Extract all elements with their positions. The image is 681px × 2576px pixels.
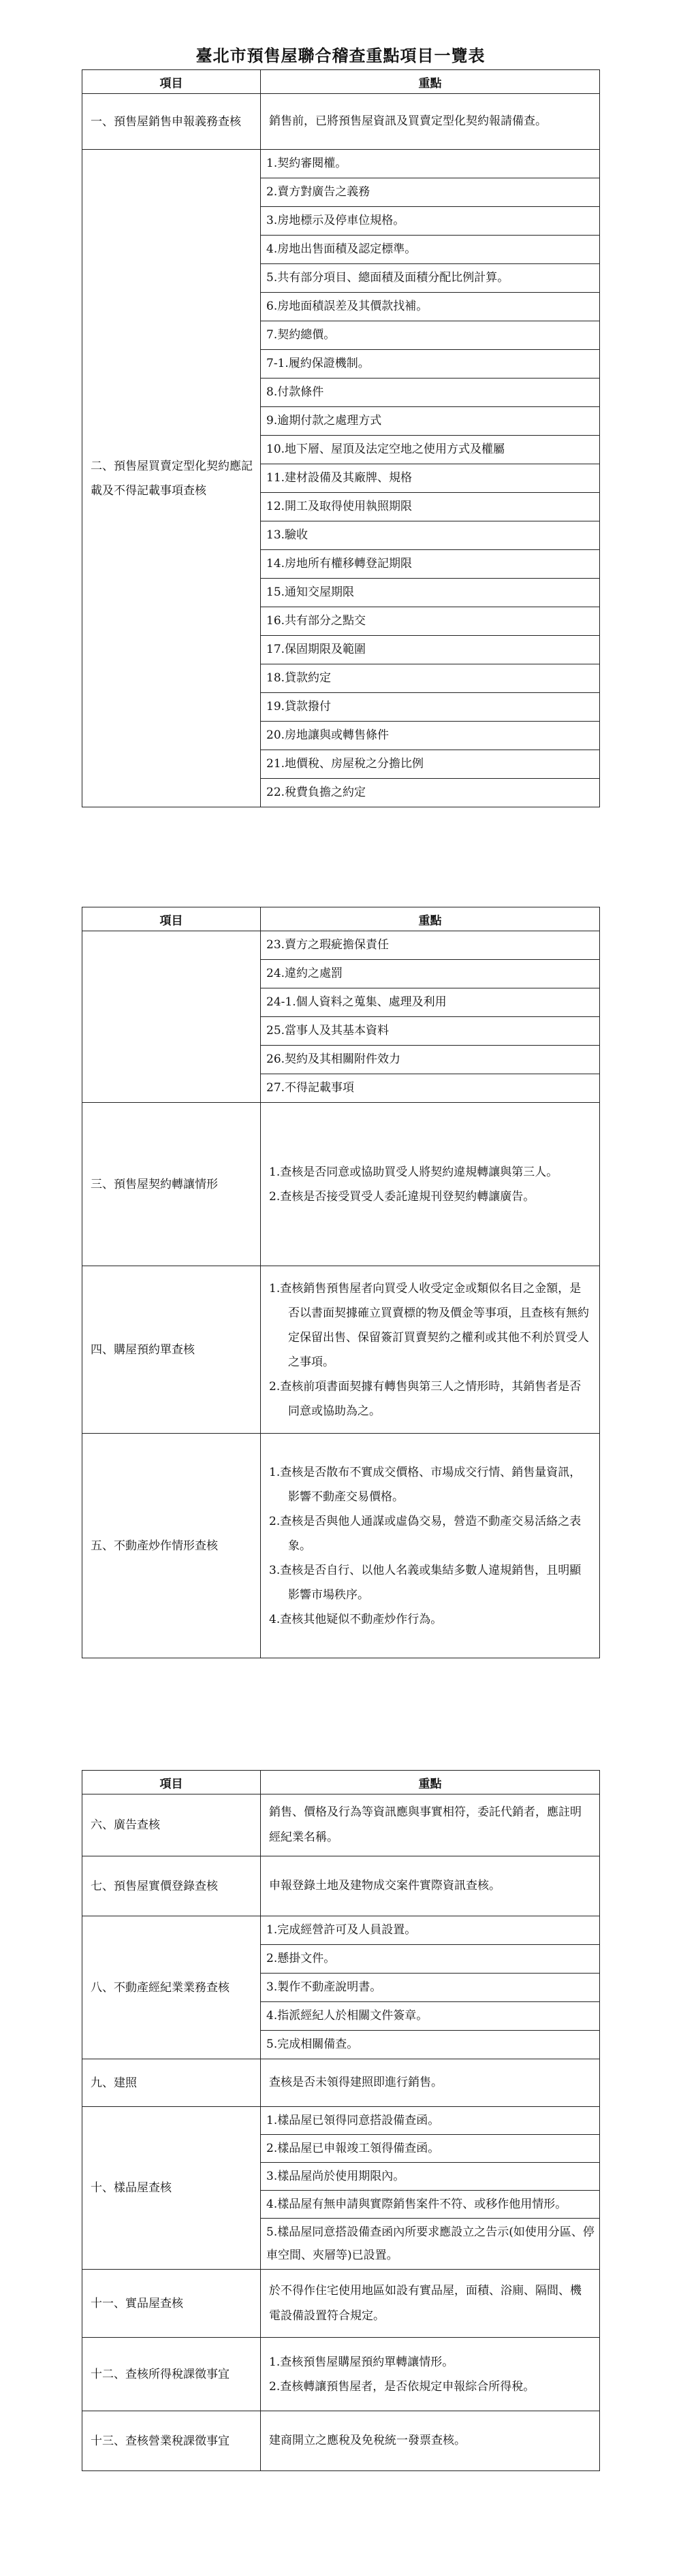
list-item: 4.指派經紀人於相關文件簽章。	[261, 2002, 599, 2031]
item-cell: 十三、查核營業稅課徵事宜	[82, 2411, 261, 2471]
focus-cell	[261, 1266, 600, 1434]
focus-cell	[261, 2338, 600, 2411]
item-cell: 五、不動產炒作情形查核	[82, 1434, 261, 1658]
contract-points-continued-list	[266, 931, 594, 1102]
focus-list-cell	[261, 931, 600, 1103]
list-item: 4.樣品屋有無申請與實際銷售案件不符、或移作他用情形。	[261, 2191, 599, 2219]
list-item: 2.查核是否與他人通謀或虛偽交易，營造不動產交易活絡之表象。	[269, 1514, 582, 1553]
list-item: 1.樣品屋已領得同意搭設備查函。	[261, 2107, 599, 2135]
list-item: 13.驗收	[261, 521, 599, 550]
brokerage-points-list	[266, 1916, 594, 2059]
list-item: 2.懸掛文件。	[261, 1945, 599, 1974]
focus-cell	[261, 1434, 600, 1658]
header-focus: 重點	[261, 1771, 600, 1794]
item-cell: 四、購屋預約單查核	[82, 1266, 261, 1434]
list-item: 7.契約總價。	[261, 321, 599, 350]
header-focus: 重點	[261, 907, 600, 931]
list-item: 3.查核是否自行、以他人名義或集結多數人違規銷售，且明顯影響市場秩序。	[269, 1563, 582, 1602]
header-item: 項目	[82, 1771, 261, 1794]
item-cell: 一、預售屋銷售申報義務查核	[82, 94, 261, 150]
list-item: 15.通知交屋期限	[261, 579, 599, 607]
header-item: 項目	[82, 907, 261, 931]
list-item: 2.查核前項書面契據有轉售與第三人之情形時，其銷售者是否同意或協助為之。	[269, 1379, 582, 1418]
list-item: 20.房地讓與或轉售條件	[261, 722, 599, 750]
item-cell: 八、不動產經紀業業務查核	[82, 1916, 261, 2059]
reservation-points-list	[269, 1276, 591, 1423]
list-item: 24.違約之處罰	[261, 960, 599, 988]
list-item: 1.契約審閱權。	[261, 150, 599, 178]
inspection-table-part1	[82, 69, 600, 807]
list-item: 12.開工及取得使用執照期限	[261, 493, 599, 521]
list-item: 1.查核預售屋購屋預約單轉讓情形。	[269, 2355, 454, 2369]
list-item: 10.地下層、屋頂及法定空地之使用方式及權屬	[261, 436, 599, 464]
income-tax-points-list	[269, 2350, 591, 2399]
list-item: 24-1.個人資料之蒐集、處理及利用	[261, 988, 599, 1017]
list-item: 1.查核是否散布不實成交價格、市場成交行情、銷售量資訊，影響不動產交易價格。	[269, 1465, 582, 1504]
list-item: 7-1.履約保證機制。	[261, 350, 599, 379]
page-title: 臺北市預售屋聯合稽查重點項目一覽表	[195, 46, 486, 65]
transfer-points-list	[269, 1160, 591, 1209]
focus-list-cell	[261, 1916, 600, 2059]
focus-cell: 銷售、價格及行為等資訊應與事實相符，委託代銷者，應註明經紀業名稱。	[261, 1794, 600, 1856]
inspection-table-part3	[82, 1770, 600, 2471]
focus-cell: 建商開立之應稅及免稅統一發票查核。	[261, 2411, 600, 2471]
list-item: 3.房地標示及停車位規格。	[261, 207, 599, 236]
list-item: 8.付款條件	[261, 379, 599, 407]
focus-list-cell	[261, 2107, 600, 2270]
item-cell-empty	[82, 931, 261, 1103]
item-cell: 二、預售屋買賣定型化契約應記載及不得記載事項查核	[82, 150, 261, 807]
model-house-points-list	[266, 2107, 594, 2269]
list-item: 1.查核銷售預售屋者向買受人收受定金或類似名目之金額，是否以書面契據確立買賣標的物及價金等事項，且查核有無約定保留出售、保留簽訂買賣契約之權利或其他不利於買受人之事項。	[269, 1281, 589, 1369]
list-item: 9.逾期付款之處理方式	[261, 407, 599, 436]
speculation-points-list	[269, 1460, 591, 1632]
list-item: 5.完成相關備查。	[266, 2038, 359, 2051]
list-item: 16.共有部分之點交	[261, 607, 599, 636]
focus-cell: 於不得作住宅使用地區如設有實品屋，面積、浴廁、隔間、機電設備設置符合規定。	[261, 2270, 600, 2338]
item-cell: 十一、實品屋查核	[82, 2270, 261, 2338]
list-item: 1.查核是否同意或協助買受人將契約違規轉讓與第三人。	[269, 1165, 558, 1179]
header-focus: 重點	[261, 70, 600, 94]
list-item: 21.地價稅、房屋稅之分擔比例	[261, 750, 599, 779]
item-cell: 九、建照	[82, 2059, 261, 2107]
list-item: 4.查核其他疑似不動產炒作行為。	[269, 1612, 443, 1626]
header-item: 項目	[82, 70, 261, 94]
list-item: 4.房地出售面積及認定標準。	[261, 236, 599, 264]
list-item: 6.房地面積誤差及其價款找補。	[261, 293, 599, 321]
list-item: 5.共有部分項目、總面積及面積分配比例計算。	[261, 264, 599, 293]
list-item: 17.保固期限及範圍	[261, 636, 599, 664]
list-item: 3.樣品屋尚於使用期限內。	[261, 2163, 599, 2191]
item-cell: 三、預售屋契約轉讓情形	[82, 1103, 261, 1266]
list-item: 1.完成經營許可及人員設置。	[261, 1916, 599, 1945]
list-item: 23.賣方之瑕疵擔保責任	[261, 931, 599, 960]
list-item: 3.製作不動產說明書。	[261, 1974, 599, 2002]
list-item: 18.貸款約定	[261, 664, 599, 693]
item-cell: 十、樣品屋查核	[82, 2107, 261, 2270]
list-item: 2.樣品屋已申報竣工領得備查函。	[261, 2135, 599, 2163]
contract-points-list	[266, 150, 594, 807]
list-item: 11.建材設備及其廠牌、規格	[261, 464, 599, 493]
item-cell: 六、廣告查核	[82, 1794, 261, 1856]
list-item: 14.房地所有權移轉登記期限	[261, 550, 599, 579]
list-item: 5.樣品屋同意搭設備查函內所要求應設立之告示(如使用分區、停車空間、夾層等)已設置。	[266, 2225, 595, 2262]
focus-cell	[261, 1103, 600, 1266]
list-item: 2.查核是否接受買受人委託違規刊登契約轉讓廣告。	[269, 1189, 535, 1204]
list-item: 25.當事人及其基本資料	[261, 1017, 599, 1046]
list-item: 22.稅費負擔之約定	[266, 786, 366, 799]
item-cell: 七、預售屋實價登錄查核	[82, 1856, 261, 1916]
focus-cell: 查核是否未領得建照即進行銷售。	[261, 2059, 600, 2107]
focus-cell: 申報登錄土地及建物成交案件實際資訊查核。	[261, 1856, 600, 1916]
focus-cell: 銷售前，已將預售屋資訊及買賣定型化契約報請備查。	[261, 94, 600, 150]
list-item: 19.貸款撥付	[261, 693, 599, 722]
list-item: 2.查核轉讓預售屋者，是否依規定申報綜合所得稅。	[269, 2379, 535, 2394]
item-cell: 十二、查核所得稅課徵事宜	[82, 2338, 261, 2411]
list-item: 2.賣方對廣告之義務	[261, 178, 599, 207]
list-item: 26.契約及其相關附件效力	[261, 1046, 599, 1074]
inspection-table-part2	[82, 907, 600, 1658]
focus-list-cell	[261, 150, 600, 807]
list-item: 27.不得記載事項	[266, 1081, 355, 1095]
